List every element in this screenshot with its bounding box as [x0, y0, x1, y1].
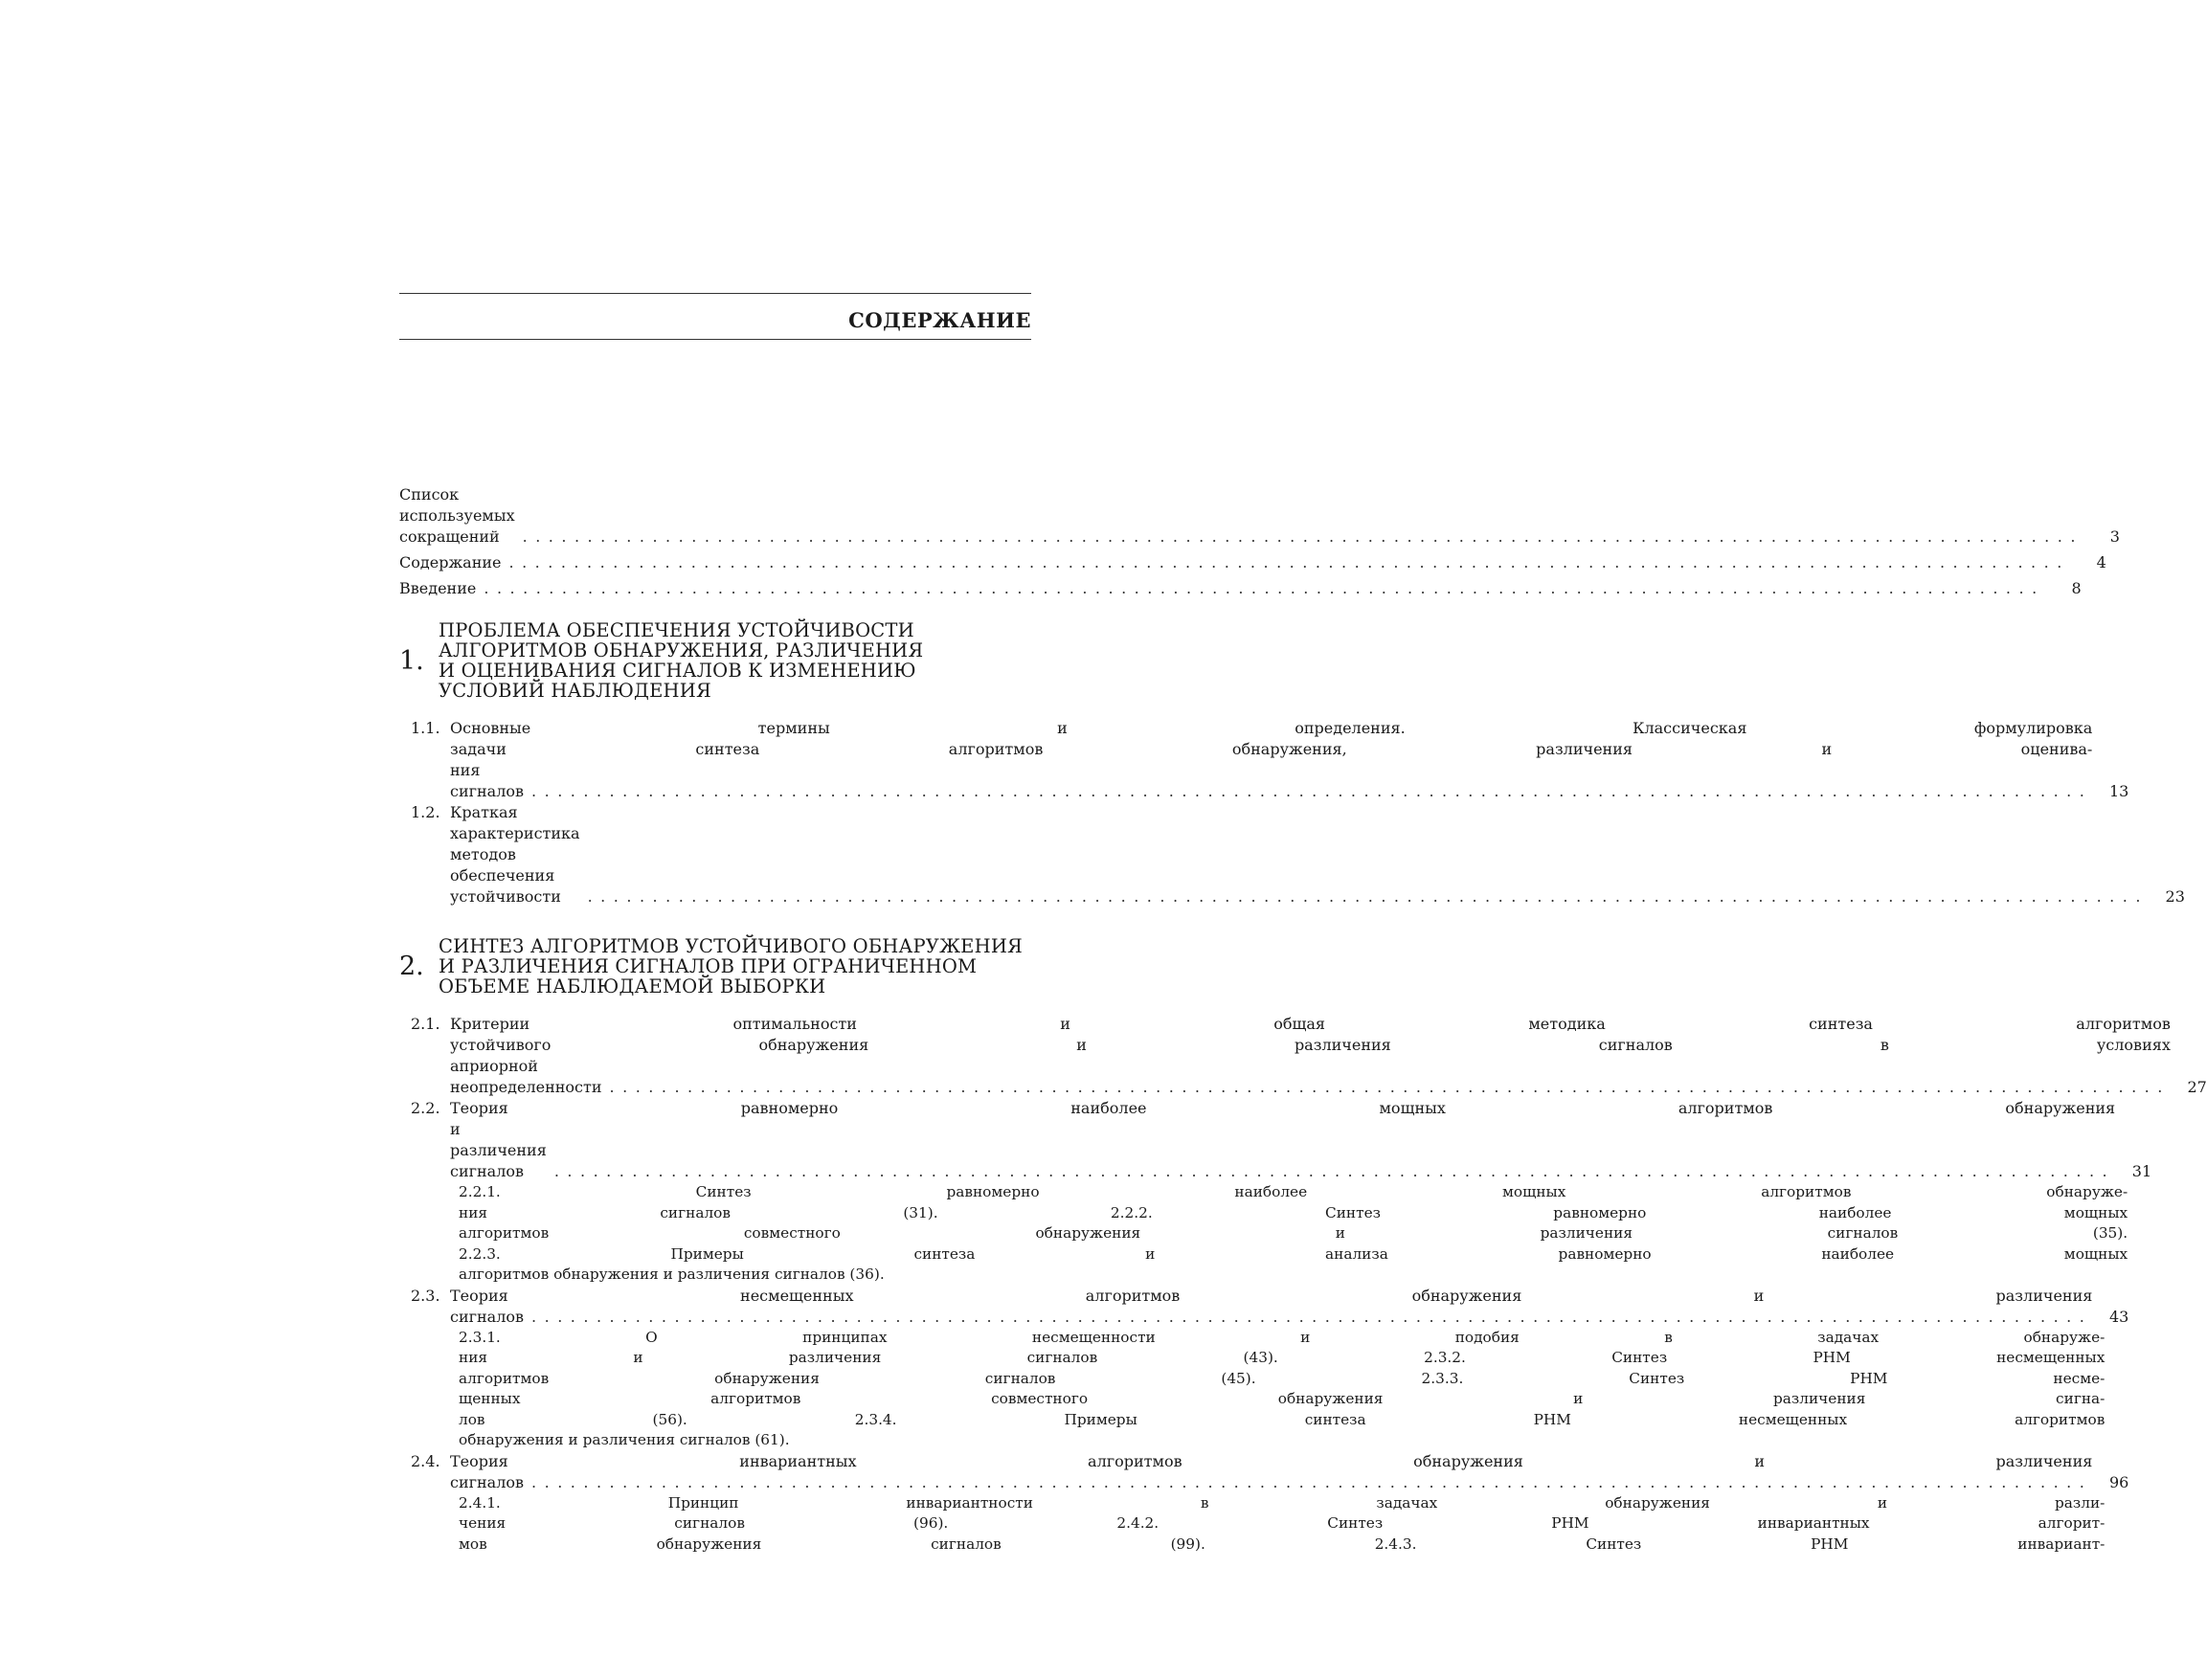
section-title-line: Теория несмещенных алгоритмов обнаружения и различения [450, 1286, 2093, 1305]
section-page: 96 [2108, 1472, 2129, 1491]
chapter-title-line: УСЛОВИЙ НАБЛЮДЕНИЯ [439, 680, 711, 702]
subsection-line: щенных алгоритмов совместного обнаружения и различения сигна- [459, 1390, 2106, 1407]
section-title-line: устойчивого обнаружения и различения сигналов в условиях [450, 1036, 2171, 1054]
leader-dots: ........................................................................................................................ [587, 887, 2149, 906]
section-title-line: и различения сигналов [450, 1120, 547, 1180]
leader-dots: ........................................................................................................................ [484, 579, 2045, 597]
section-number: 2.1. [411, 1015, 440, 1033]
chapter-number: 2. [399, 952, 424, 981]
subsection-line: 2.4.1. Принцип инвариантности в задачах обнаружения и разли- [459, 1493, 2106, 1512]
section-page: 27 [2187, 1078, 2207, 1096]
title-rule [399, 339, 1031, 340]
subsection-line: 2.2.1. Синтез равномерно наиболее мощных алгоритмов обнаруже- [459, 1183, 2128, 1200]
section-title-line: Краткая характеристика методов обеспечения устойчивости [450, 803, 580, 906]
section-number: 2.2. [411, 1099, 440, 1117]
chapter-title-line: АЛГОРИТМОВ ОБНАРУЖЕНИЯ, РАЗЛИЧЕНИЯ [439, 639, 924, 661]
section-title-line: задачи синтеза алгоритмов обнаружения, различения и оценива- [450, 740, 2093, 758]
toc-entry-page: 3 [2109, 527, 2120, 546]
chapter-title-line: СИНТЕЗ АЛГОРИТМОВ УСТОЙЧИВОГО ОБНАРУЖЕНИЯ [439, 935, 1023, 957]
leader-dots: ........................................................................................................................ [522, 527, 2083, 546]
chapter-heading[interactable] [399, 936, 1031, 997]
chapter-title-line: И РАЗЛИЧЕНИЯ СИГНАЛОВ ПРИ ОГРАНИЧЕННОМ [439, 955, 978, 977]
subsection-line: алгоритмов совместного обнаружения и различения сигналов (35). [459, 1224, 2128, 1242]
toc-entry-title: Содержание [399, 553, 502, 571]
section-number: 1.2. [411, 803, 440, 821]
toc-section[interactable] [399, 1451, 2129, 1556]
section-title-line: Критерии оптимальности и общая методика синтеза алгоритмов [450, 1015, 2171, 1033]
subsection-line: обнаружения и различения сигналов (61). [459, 1431, 790, 1448]
section-page: 43 [2108, 1307, 2129, 1326]
subsection-line: алгоритмов обнаружения сигналов (45). 2.3.3. Синтез РНМ несме- [459, 1369, 2106, 1387]
toc-section[interactable] [399, 1286, 2129, 1451]
section-page: 31 [2131, 1162, 2152, 1180]
toc-section[interactable] [399, 1098, 2152, 1286]
toc-page [399, 0, 2207, 1680]
chapter-title [439, 620, 923, 701]
chapter-number: 1. [399, 645, 424, 676]
subsection-line: 2.2.3. Примеры синтеза и анализа равномерно наиболее мощных [459, 1244, 2128, 1263]
section-title-line: сигналов [450, 1472, 525, 1491]
chapter-title-line: ОБЪЕМЕ НАБЛЮДАЕМОЙ ВЫБОРКИ [439, 975, 826, 997]
subsection-line: ния и различения сигналов (43). 2.3.2. Синтез РНМ несмещенных [459, 1349, 2106, 1366]
leader-dots: ........................................................................................................................ [553, 1162, 2116, 1180]
toc-entry[interactable] [399, 552, 2106, 573]
toc-entry-title: Введение [399, 579, 477, 597]
toc-entry-title: Список используемых сокращений [399, 485, 515, 546]
toc-section[interactable] [399, 718, 2129, 802]
subsection-line: ния сигналов (31). 2.2.2. Синтез равномерно наиболее мощных [459, 1203, 2128, 1221]
leader-dots: ........................................................................................................................ [531, 1307, 2093, 1326]
toc-section[interactable] [399, 1014, 2207, 1098]
chapter-title-line: ПРОБЛЕМА ОБЕСПЕЧЕНИЯ УСТОЙЧИВОСТИ [439, 619, 914, 641]
chapter-title-line: И ОЦЕНИВАНИЯ СИГНАЛОВ К ИЗМЕНЕНИЮ [439, 660, 916, 682]
toc-section[interactable] [399, 802, 2185, 907]
subsection-line: алгоритмов обнаружения и различения сигналов (36). [459, 1266, 885, 1283]
section-page: 23 [2165, 887, 2185, 906]
leader-dots: ........................................................................................................................ [531, 1472, 2093, 1491]
section-number: 1.1. [411, 719, 440, 737]
section-page: 13 [2108, 782, 2129, 800]
chapter-heading[interactable] [399, 620, 1031, 701]
section-title-line: Теория инвариантных алгоритмов обнаружения и различения [450, 1451, 2093, 1470]
table-of-contents [399, 484, 2207, 1555]
subsection-line: мов обнаружения сигналов (99). 2.4.3. Синтез РНМ инвариант- [459, 1534, 2106, 1553]
chapter-title [439, 936, 1023, 997]
toc-entry[interactable] [399, 484, 2120, 548]
section-number: 2.4. [411, 1451, 440, 1470]
toc-entry-page: 4 [2096, 553, 2106, 571]
section-title-line: Теория равномерно наиболее мощных алгоритмов обнаружения [450, 1099, 2116, 1117]
leader-dots: ........................................................................................................................ [531, 782, 2093, 800]
leader-dots: ........................................................................................................................ [508, 553, 2070, 571]
section-title-line: Основные термины и определения. Классическая формулировка [450, 719, 2093, 737]
section-title-line: ния сигналов [450, 761, 525, 800]
page-title: СОДЕРЖАНИЕ [848, 308, 1031, 332]
section-title-line: сигналов [450, 1307, 525, 1326]
leader-dots: ........................................................................................................................ [609, 1078, 2171, 1096]
section-title-line: априорной неопределенности [450, 1057, 602, 1096]
section-number: 2.3. [411, 1286, 440, 1305]
top-rule [399, 293, 1031, 294]
subsection-line: 2.3.1. О принципах несмещенности и подобия в задачах обнаруже- [459, 1328, 2106, 1346]
subsection-line: лов (56). 2.3.4. Примеры синтеза РНМ несмещенных алгоритмов [459, 1410, 2106, 1428]
toc-entry-page: 8 [2071, 579, 2082, 597]
subsection-line: чения сигналов (96). 2.4.2. Синтез РНМ инвариантных алгорит- [459, 1514, 2106, 1532]
toc-entry[interactable] [399, 578, 2082, 599]
